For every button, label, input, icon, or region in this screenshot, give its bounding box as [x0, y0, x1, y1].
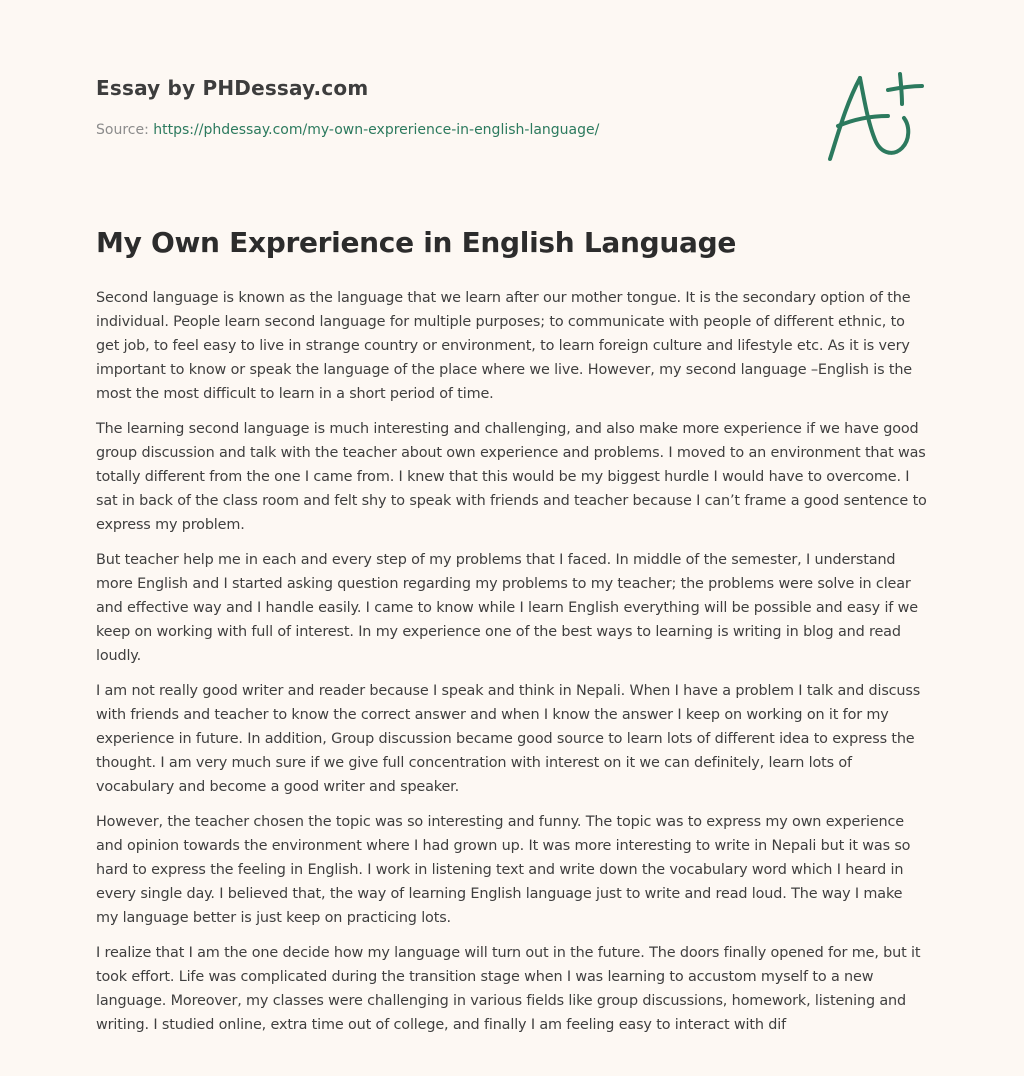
source-line [96, 122, 796, 138]
essay-paragraph: I realize that I am the one decide how my language will turn out in the future. The doors finally opened for me, but it took effort. Life was complicated during the transition stage when I was learning to accustom myself to a new language. Moreover, my classes were challenging in various fields like group discussions, homework, listening and writing. I studied online, extra time out of college, and finally I am feeling easy to interact with dif [96, 945, 921, 1033]
essay-title: My Own Exprerience in English Language [96, 226, 737, 259]
essay-body [96, 286, 928, 1048]
essay-paragraph: I am not really good writer and reader because I speak and think in Nepali. When I have a problem I talk and discuss with friends and teacher to know the correct answer and when I know the answer I keep on working on it for my experience in future. In addition, Group discussion became good source to learn lots of different idea to express the thought. I am very much sure if we give full concentration with interest on it we can definitely, learn lots of vocabulary and become a good writer and speaker. [96, 683, 921, 795]
essay-paragraph: The learning second language is much interesting and challenging, and also make more experience if we have good group discussion and talk with the teacher about own experience and problems. I moved to an environment that was totally different from the one I came from. I knew that this would be my biggest hurdle I would have to overcome. I sat in back of the class room and felt shy to speak with friends and teacher because I can’t frame a good sentence to express my problem. [96, 421, 927, 533]
essay-paragraph: Second language is known as the language that we learn after our mother tongue. It is the secondary option of the individual. People learn second language for multiple purposes; to communicate with people of different ethnic, to get job, to feel easy to live in strange country or environment, to learn foreign culture and lifestyle etc. As it is very important to know or speak the language of the place where we live. However, my second language –English is the most the most difficult to learn in a short period of time. [96, 290, 913, 402]
source-label: Source: [96, 122, 154, 138]
brand-title: Essay by PHDessay.com [96, 76, 369, 100]
a-plus-logo [818, 64, 934, 168]
page-header [96, 76, 796, 138]
essay-paragraph: However, the teacher chosen the topic was so interesting and funny. The topic was to express my own experience and opinion towards the environment where I had grown up. It was more interesting to write in Nepali but it was so hard to express the feeling in English. I work in listening text and write down the vocabulary word which I heard in every single day. I believed that, the way of learning English language just to write and read loud. The way I make my language better is just keep on practicing lots. [96, 814, 911, 926]
source-link[interactable]: https://phdessay.com/my-own-exprerience-in-english-language/ [153, 122, 600, 138]
essay-paragraph: But teacher help me in each and every step of my problems that I faced. In middle of the semester, I understand more English and I started asking question regarding my problems to my teacher; the problems were solve in clear and effective way and I handle easily. I came to know while I learn English everything will be possible and easy if we keep on working with full of interest. In my experience one of the best ways to learning is writing in blog and read loudly. [96, 552, 918, 664]
